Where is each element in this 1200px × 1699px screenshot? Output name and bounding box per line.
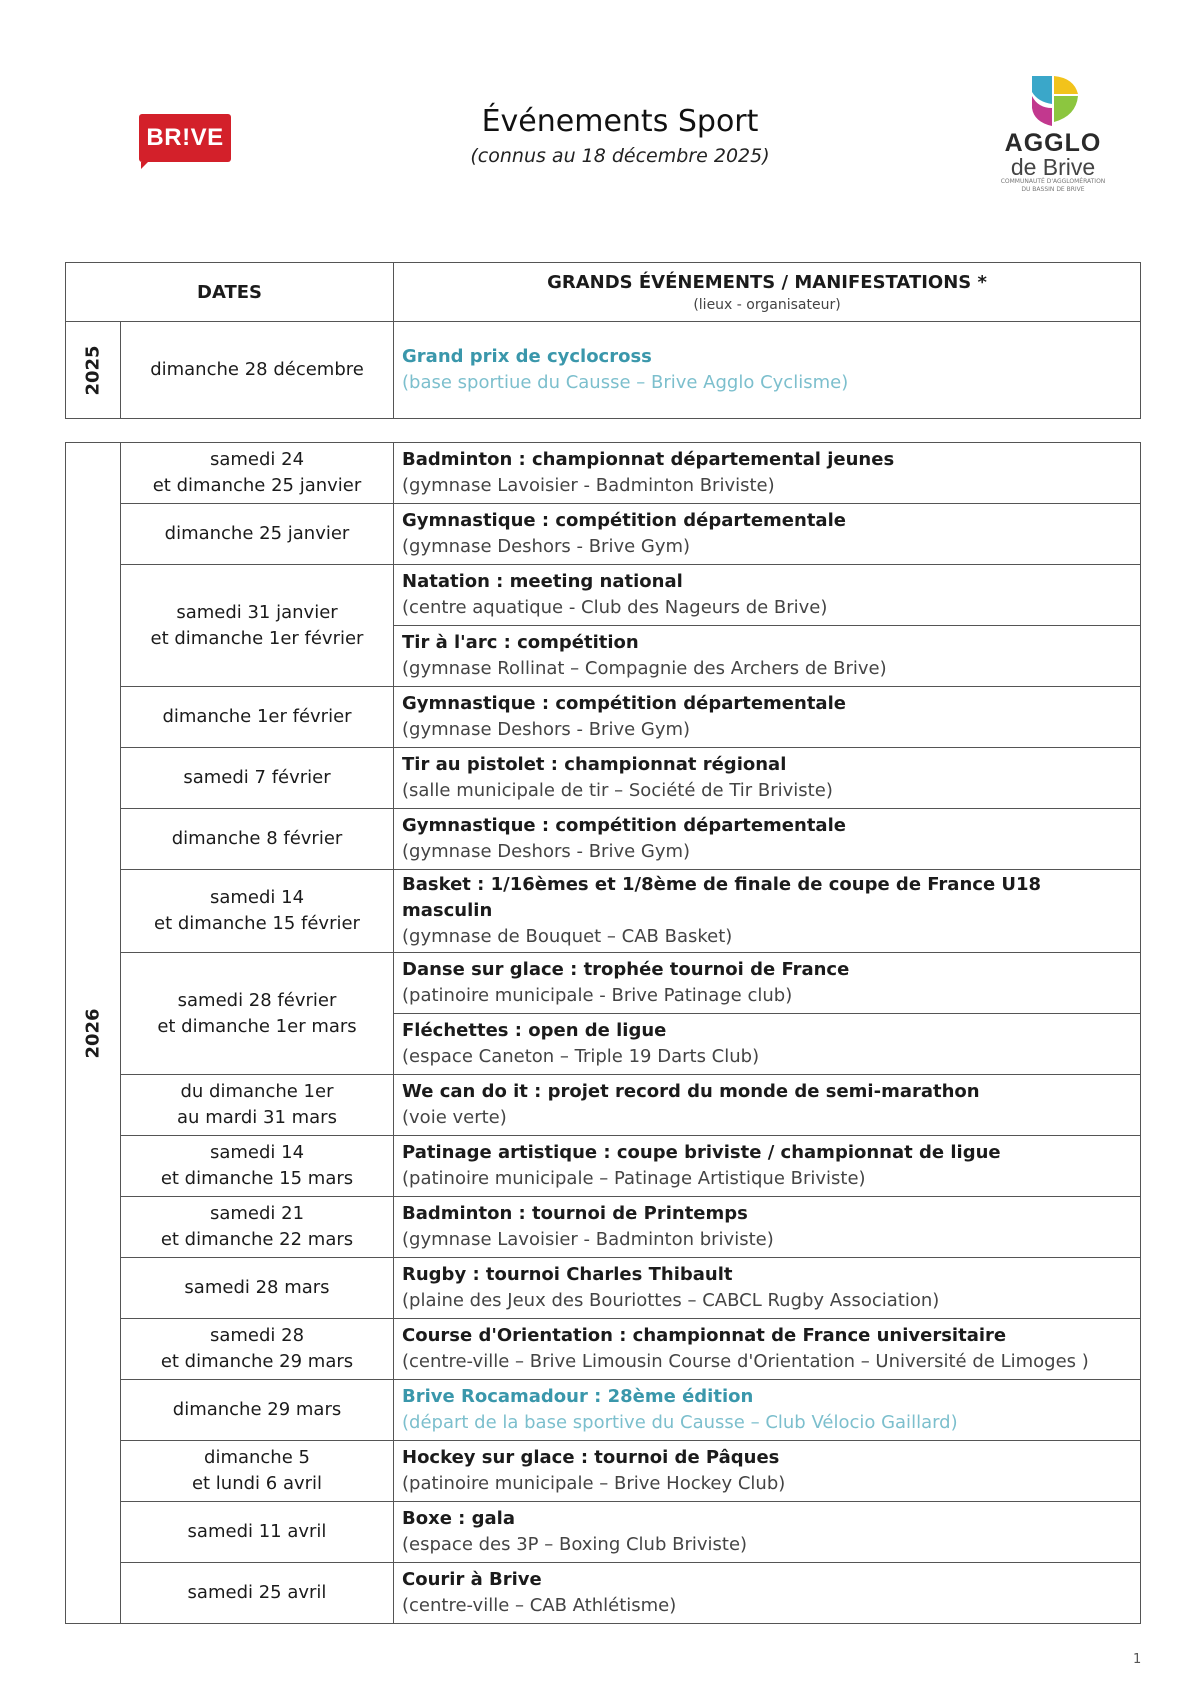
event-place: (voie verte) <box>402 1107 507 1128</box>
event-cell <box>394 1563 1141 1624</box>
event-cell <box>394 1319 1141 1380</box>
event-date: du dimanche 1er au mardi 31 mars <box>121 1075 394 1136</box>
event-place: (plaine des Jeux des Bouriottes – CABCL Rugby Association) <box>402 1290 940 1311</box>
table-row <box>66 1258 1141 1319</box>
event-cell <box>394 626 1141 687</box>
event-date: samedi 14 et dimanche 15 mars <box>121 1136 394 1197</box>
event-cell <box>394 1441 1141 1502</box>
event-place: (gymnase Rollinat – Compagnie des Archers de Brive) <box>402 658 887 679</box>
table-row <box>66 322 1141 419</box>
event-cell <box>394 1014 1141 1075</box>
agglo-logo-icon <box>1024 72 1082 130</box>
table-row <box>66 953 1141 1014</box>
event-name: Boxe : gala <box>402 1508 515 1529</box>
event-place: (patinoire municipale - Brive Patinage club) <box>402 985 793 1006</box>
event-cell <box>394 322 1141 419</box>
table-row <box>66 1075 1141 1136</box>
event-name: Courir à Brive <box>402 1569 542 1590</box>
table-row <box>66 1197 1141 1258</box>
agglo-title: AGGLO <box>1004 129 1102 157</box>
event-name: Fléchettes : open de ligue <box>402 1020 667 1041</box>
event-name: Badminton : tournoi de Printemps <box>402 1203 748 1224</box>
events-header-label: GRANDS ÉVÉNEMENTS / MANIFESTATIONS * <box>547 271 987 293</box>
year-2026-cell <box>66 443 121 1624</box>
agglo-tagline: COMMUNAUTÉ D'AGGLOMÉRATION DU BASSIN DE BRIVE <box>1000 178 1106 193</box>
event-date: samedi 11 avril <box>121 1502 394 1563</box>
event-place: (patinoire municipale – Patinage Artistique Briviste) <box>402 1168 866 1189</box>
table-row <box>66 1136 1141 1197</box>
table-row <box>66 1380 1141 1441</box>
event-name: Gymnastique : compétition départementale <box>402 815 846 836</box>
event-place: (salle municipale de tir – Société de Tir Briviste) <box>402 780 833 801</box>
event-place: (centre-ville – Brive Limousin Course d'Orientation – Université de Limoges ) <box>402 1351 1089 1372</box>
dates-column-header: DATES <box>66 263 394 322</box>
event-cell <box>394 443 1141 504</box>
table-row <box>66 1502 1141 1563</box>
table-row <box>66 809 1141 870</box>
year-label: 2026 <box>82 1007 104 1059</box>
event-place: (espace des 3P – Boxing Club Briviste) <box>402 1534 748 1555</box>
event-date: samedi 28 février et dimanche 1er mars <box>121 953 394 1075</box>
events-header-sublabel: (lieux - organisateur) <box>693 296 841 313</box>
table-row <box>66 748 1141 809</box>
event-cell <box>394 809 1141 870</box>
page-number: 1 <box>1133 1652 1142 1667</box>
year-2025-cell <box>66 322 121 419</box>
event-name: We can do it : projet record du monde de semi-marathon <box>402 1081 980 1102</box>
event-place: (centre aquatique - Club des Nageurs de Brive) <box>402 597 828 618</box>
event-cell <box>394 1197 1141 1258</box>
event-name: Hockey sur glace : tournoi de Pâques <box>402 1447 780 1468</box>
event-name: Brive Rocamadour : 28ème édition <box>402 1386 754 1407</box>
event-date: samedi 31 janvier et dimanche 1er février <box>121 565 394 687</box>
event-date: samedi 25 avril <box>121 1563 394 1624</box>
table-row <box>66 1319 1141 1380</box>
table-row <box>66 504 1141 565</box>
event-place: (centre-ville – CAB Athlétisme) <box>402 1595 677 1616</box>
table-row <box>66 1441 1141 1502</box>
event-cell <box>394 1380 1141 1441</box>
event-name: Gymnastique : compétition départementale <box>402 510 846 531</box>
events-2026-table <box>65 442 1141 1624</box>
agglo-logo <box>998 72 1108 194</box>
event-place: (gymnase Deshors - Brive Gym) <box>402 536 691 557</box>
event-cell <box>394 687 1141 748</box>
event-date: samedi 14 et dimanche 15 février <box>121 870 394 953</box>
event-place: (espace Caneton – Triple 19 Darts Club) <box>402 1046 760 1067</box>
event-name: Patinage artistique : coupe briviste / championnat de ligue <box>402 1142 1001 1163</box>
event-name: Tir au pistolet : championnat régional <box>402 754 787 775</box>
event-cell <box>394 953 1141 1014</box>
event-name: Gymnastique : compétition départementale <box>402 693 846 714</box>
event-place: (départ de la base sportive du Causse – Club Vélocio Gaillard) <box>402 1412 958 1433</box>
event-date: samedi 28 mars <box>121 1258 394 1319</box>
event-cell <box>394 504 1141 565</box>
event-name: Grand prix de cyclocross <box>402 346 652 367</box>
event-name: Natation : meeting national <box>402 571 683 592</box>
event-name: Basket : 1/16èmes et 1/8ème de finale de coupe de France U18 masculin <box>402 874 1042 921</box>
event-name: Badminton : championnat départemental jeunes <box>402 449 895 470</box>
table-row <box>66 443 1141 504</box>
event-cell <box>394 1258 1141 1319</box>
table-row <box>66 870 1141 953</box>
year-label: 2025 <box>82 344 104 396</box>
event-date: dimanche 25 janvier <box>121 504 394 565</box>
table-row <box>66 565 1141 626</box>
event-cell <box>394 870 1141 953</box>
event-date: dimanche 8 février <box>121 809 394 870</box>
event-place: (gymnase Deshors - Brive Gym) <box>402 841 691 862</box>
event-name: Course d'Orientation : championnat de France universitaire <box>402 1325 1007 1346</box>
event-date: dimanche 1er février <box>121 687 394 748</box>
event-cell <box>394 1502 1141 1563</box>
event-place: (gymnase Lavoisier - Badminton briviste) <box>402 1229 774 1250</box>
event-cell <box>394 1075 1141 1136</box>
page-title: Événements Sport <box>481 104 759 139</box>
event-cell <box>394 565 1141 626</box>
header-table <box>65 262 1141 419</box>
event-date: dimanche 29 mars <box>121 1380 394 1441</box>
table-row <box>66 687 1141 748</box>
document-title <box>400 104 840 167</box>
event-date: dimanche 28 décembre <box>121 322 394 419</box>
page-subtitle: (connus au 18 décembre 2025) <box>470 145 770 167</box>
table-row <box>66 1563 1141 1624</box>
event-place: (base sportiue du Causse – Brive Agglo Cyclisme) <box>402 372 849 393</box>
event-date: samedi 28 et dimanche 29 mars <box>121 1319 394 1380</box>
event-name: Danse sur glace : trophée tournoi de France <box>402 959 850 980</box>
event-date: samedi 21 et dimanche 22 mars <box>121 1197 394 1258</box>
event-place: (gymnase Deshors - Brive Gym) <box>402 719 691 740</box>
event-place: (gymnase Lavoisier - Badminton Briviste) <box>402 475 775 496</box>
event-name: Rugby : tournoi Charles Thibault <box>402 1264 733 1285</box>
event-name: Tir à l'arc : compétition <box>402 632 639 653</box>
events-column-header <box>394 263 1141 322</box>
event-place: (gymnase de Bouquet – CAB Basket) <box>402 926 733 947</box>
event-date: samedi 24 et dimanche 25 janvier <box>121 443 394 504</box>
event-place: (patinoire municipale – Brive Hockey Club) <box>402 1473 786 1494</box>
event-date: samedi 7 février <box>121 748 394 809</box>
brive-logo: BR!VE <box>139 114 231 162</box>
event-date: dimanche 5 et lundi 6 avril <box>121 1441 394 1502</box>
event-cell <box>394 1136 1141 1197</box>
agglo-subtitle: de Brive <box>1010 154 1096 180</box>
event-cell <box>394 748 1141 809</box>
